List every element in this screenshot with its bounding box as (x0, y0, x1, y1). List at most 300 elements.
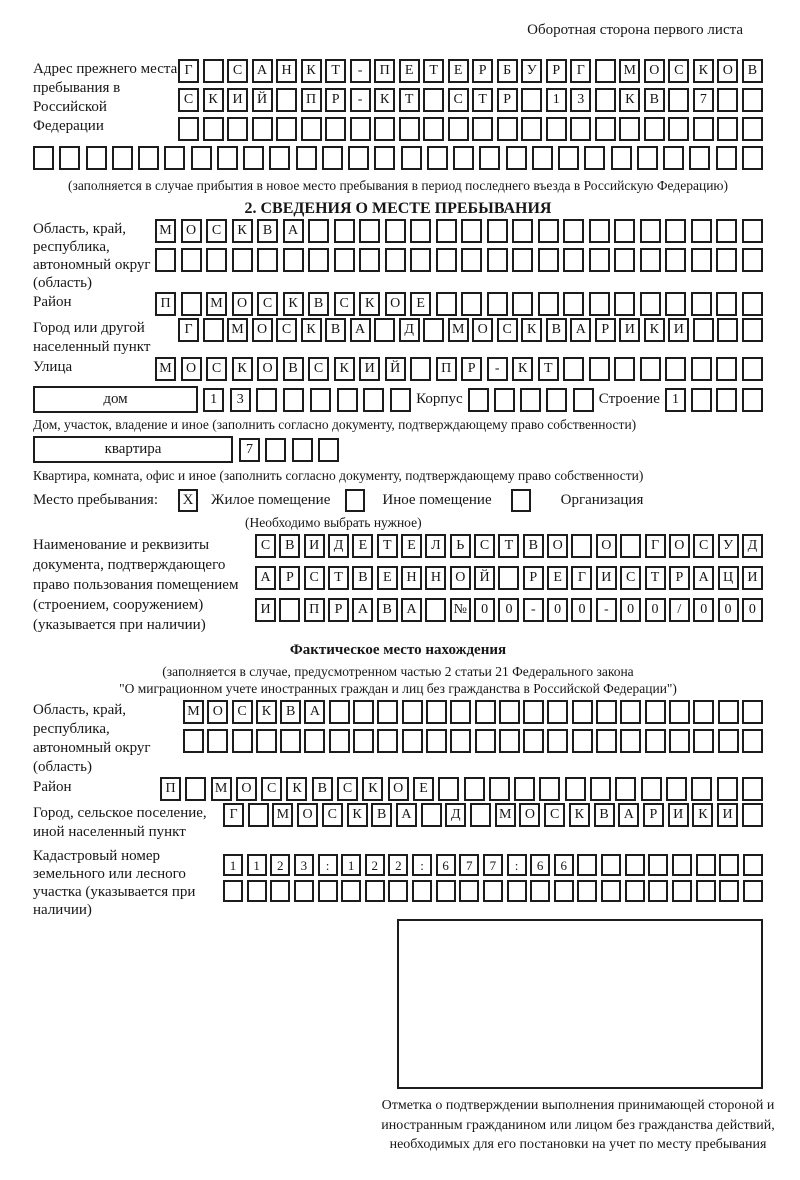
char-box (334, 248, 355, 272)
char-box: С (257, 292, 278, 316)
char-box (494, 388, 515, 412)
char-box (520, 388, 541, 412)
char-box (377, 729, 398, 753)
char-box (514, 777, 535, 801)
char-box: В (308, 292, 329, 316)
char-box (436, 292, 457, 316)
char-box: А (304, 700, 325, 724)
street-block (33, 357, 763, 381)
char-box (614, 219, 635, 243)
actual-region-block (33, 700, 763, 777)
char-box (499, 700, 520, 724)
char-box (742, 292, 763, 316)
char-box (620, 700, 641, 724)
char-box: Т (538, 357, 559, 381)
char-box (410, 219, 431, 243)
char-box: 7 (239, 438, 260, 462)
apartment-cells (239, 438, 339, 462)
region-row-1 (155, 219, 763, 243)
char-box (640, 292, 661, 316)
char-box: Р (328, 598, 349, 622)
actual-district-row (160, 777, 763, 801)
char-box (663, 146, 684, 170)
char-box (539, 777, 560, 801)
char-box: Б (497, 59, 518, 83)
char-box (589, 357, 610, 381)
document-row-2 (255, 566, 763, 590)
char-box (436, 880, 456, 902)
char-box (438, 777, 459, 801)
char-box: О (472, 318, 493, 342)
char-box (665, 292, 686, 316)
prev-address-row-2 (178, 88, 763, 112)
char-box (601, 854, 621, 876)
char-box (243, 146, 264, 170)
char-box (547, 700, 568, 724)
char-box (453, 146, 474, 170)
region-block (33, 219, 763, 292)
char-box: М (227, 318, 248, 342)
char-box (256, 388, 277, 412)
building-label: Корпус (416, 391, 463, 407)
char-box (521, 117, 542, 141)
char-box (665, 248, 686, 272)
char-box (530, 880, 550, 902)
char-box: С (304, 566, 325, 590)
char-box: Н (401, 566, 422, 590)
char-box (672, 880, 692, 902)
char-box: В (352, 566, 373, 590)
char-box: Й (252, 88, 273, 112)
char-box (563, 219, 584, 243)
char-box: В (742, 59, 763, 83)
char-box: В (283, 357, 304, 381)
char-box (717, 117, 738, 141)
char-box: № (450, 598, 471, 622)
char-box (334, 219, 355, 243)
char-box (512, 248, 533, 272)
char-box (691, 777, 712, 801)
char-box (589, 219, 610, 243)
char-box: 0 (498, 598, 519, 622)
char-box (301, 117, 322, 141)
char-box (507, 880, 527, 902)
char-box (538, 292, 559, 316)
char-box (742, 700, 763, 724)
char-box (596, 700, 617, 724)
char-box: О (232, 292, 253, 316)
char-box (577, 880, 597, 902)
char-box: С (620, 566, 641, 590)
char-box (595, 88, 616, 112)
place-type-note: (Необходимо выбрать нужное) (245, 515, 422, 530)
char-box: В (279, 534, 300, 558)
char-box: М (448, 318, 469, 342)
char-box: 6 (530, 854, 550, 876)
region-row-2 (155, 248, 763, 272)
char-box (450, 700, 471, 724)
char-box: 1 (546, 88, 567, 112)
char-box: П (304, 598, 325, 622)
char-box (595, 117, 616, 141)
char-box: Г (645, 534, 666, 558)
char-box (691, 219, 712, 243)
actual-city-row (223, 803, 763, 827)
char-box (426, 729, 447, 753)
char-box: П (374, 59, 395, 83)
char-box (207, 729, 228, 753)
char-box (280, 729, 301, 753)
char-box (742, 88, 763, 112)
structure-cells (665, 388, 763, 412)
char-box (665, 219, 686, 243)
char-box (742, 219, 763, 243)
char-box: : (412, 854, 432, 876)
char-box: О (450, 566, 471, 590)
char-box: П (160, 777, 181, 801)
char-box: Т (645, 566, 666, 590)
char-box (206, 248, 227, 272)
char-box (693, 729, 714, 753)
char-box: Р (643, 803, 664, 827)
char-box (402, 729, 423, 753)
char-box: В (325, 318, 346, 342)
char-box: Р (523, 566, 544, 590)
char-box (718, 700, 739, 724)
char-box (164, 146, 185, 170)
char-box: М (211, 777, 232, 801)
char-box: Н (276, 59, 297, 83)
char-box: М (495, 803, 516, 827)
apartment-note: Квартира, комната, офис и иное (заполнить согласно документу, подтверждающему право собственности) (33, 468, 644, 483)
char-box (644, 117, 665, 141)
char-box: / (669, 598, 690, 622)
char-box (523, 729, 544, 753)
char-box: И (596, 566, 617, 590)
char-box: У (521, 59, 542, 83)
char-box (252, 117, 273, 141)
char-box: 2 (270, 854, 290, 876)
char-box: А (693, 566, 714, 590)
char-box (668, 117, 689, 141)
char-box (565, 777, 586, 801)
char-box: Е (413, 777, 434, 801)
char-box: Е (352, 534, 373, 558)
char-box (669, 729, 690, 753)
char-box: М (183, 700, 204, 724)
char-box (645, 729, 666, 753)
char-box (426, 700, 447, 724)
cadastral-row-1 (223, 854, 763, 876)
char-box: М (155, 357, 176, 381)
char-box (374, 146, 395, 170)
char-box (464, 777, 485, 801)
char-box: К (232, 357, 253, 381)
char-box (304, 729, 325, 753)
char-box (138, 146, 159, 170)
char-box (227, 117, 248, 141)
char-box (423, 117, 444, 141)
char-box: У (718, 534, 739, 558)
char-box: С (337, 777, 358, 801)
char-box: С (334, 292, 355, 316)
char-box (570, 117, 591, 141)
char-box (294, 880, 314, 902)
char-box (487, 219, 508, 243)
char-box (112, 146, 133, 170)
char-box: М (272, 803, 293, 827)
char-box: А (350, 318, 371, 342)
char-box: С (322, 803, 343, 827)
char-box (256, 729, 277, 753)
char-box (461, 292, 482, 316)
char-box (296, 146, 317, 170)
char-box (337, 388, 358, 412)
char-box: И (668, 318, 689, 342)
char-box (279, 598, 300, 622)
char-box (614, 357, 635, 381)
char-box: 3 (570, 88, 591, 112)
char-box: Т (472, 88, 493, 112)
char-box (716, 357, 737, 381)
char-box (614, 248, 635, 272)
char-box: О (519, 803, 540, 827)
other-premises-checkbox (345, 489, 365, 512)
char-box: И (619, 318, 640, 342)
char-box: Й (385, 357, 406, 381)
char-box: А (252, 59, 273, 83)
char-box (359, 219, 380, 243)
char-box: К (569, 803, 590, 827)
region-label: Область, край, республика, автономный округ (область) (33, 221, 151, 291)
cadastral-block (33, 846, 763, 919)
char-box: С (276, 318, 297, 342)
char-box (563, 248, 584, 272)
char-box (691, 248, 712, 272)
apartment-row (33, 436, 763, 463)
char-box: И (668, 803, 689, 827)
char-box (693, 318, 714, 342)
char-box (59, 146, 80, 170)
other-premises-label: Иное помещение (382, 492, 492, 508)
char-box (538, 219, 559, 243)
char-box (719, 880, 739, 902)
cadastral-label: Кадастровый номер земельного или лесного участка (указывается при наличии) (33, 848, 196, 918)
char-box: С (232, 700, 253, 724)
char-box (388, 880, 408, 902)
char-box: 0 (718, 598, 739, 622)
actual-district-label: Район (33, 779, 72, 795)
char-box: А (396, 803, 417, 827)
char-box (308, 248, 329, 272)
char-box: Л (425, 534, 446, 558)
char-box: - (350, 88, 371, 112)
char-box: 3 (230, 388, 251, 412)
char-box: П (301, 88, 322, 112)
char-box: Е (399, 59, 420, 83)
char-box (696, 854, 716, 876)
char-box (563, 357, 584, 381)
char-box (584, 146, 605, 170)
char-box (538, 248, 559, 272)
char-box (155, 248, 176, 272)
city-block (33, 318, 763, 357)
char-box: А (618, 803, 639, 827)
char-box (717, 318, 738, 342)
char-box (232, 248, 253, 272)
char-box: - (350, 59, 371, 83)
char-box: В (371, 803, 392, 827)
stamp-caption: Отметка о подтверждении выполнения принимающей стороной и иностранным гражданином или лицом без гражданства действий, необходимых для его постановки на учет по месту пребывания (381, 1098, 775, 1152)
char-box: : (507, 854, 527, 876)
char-box: 2 (365, 854, 385, 876)
char-box (693, 700, 714, 724)
char-box: А (255, 566, 276, 590)
char-box: В (312, 777, 333, 801)
char-box: О (236, 777, 257, 801)
place-type-label: Место пребывания: (33, 492, 158, 508)
char-box (247, 880, 267, 902)
char-box (487, 248, 508, 272)
char-box: К (619, 88, 640, 112)
char-box (498, 566, 519, 590)
char-box: 0 (620, 598, 641, 622)
char-box (322, 146, 343, 170)
char-box (718, 729, 739, 753)
char-box: К (644, 318, 665, 342)
char-box: О (181, 357, 202, 381)
char-box (716, 248, 737, 272)
actual-region-row-1 (183, 700, 763, 724)
char-box (353, 700, 374, 724)
char-box: К (334, 357, 355, 381)
char-box: Г (178, 59, 199, 83)
char-box: Г (570, 59, 591, 83)
char-box: Н (425, 566, 446, 590)
char-box: О (207, 700, 228, 724)
char-box (232, 729, 253, 753)
char-box: К (256, 700, 277, 724)
char-box: - (487, 357, 508, 381)
char-box (640, 248, 661, 272)
char-box (743, 854, 763, 876)
char-box (546, 117, 567, 141)
char-box: 1 (223, 854, 243, 876)
char-box: Д (399, 318, 420, 342)
char-box (479, 146, 500, 170)
char-box (668, 88, 689, 112)
char-box: 6 (436, 854, 456, 876)
char-box (487, 292, 508, 316)
char-box (665, 357, 686, 381)
section-2-heading: 2. СВЕДЕНИЯ О МЕСТЕ ПРЕБЫВАНИЯ (244, 200, 552, 217)
document-row-1 (255, 534, 763, 558)
char-box (483, 880, 503, 902)
char-box (743, 880, 763, 902)
char-box (716, 388, 737, 412)
char-box (742, 357, 763, 381)
char-box (329, 700, 350, 724)
char-box (318, 880, 338, 902)
char-box: С (206, 357, 227, 381)
char-box (276, 117, 297, 141)
district-row (155, 292, 763, 316)
char-box (719, 854, 739, 876)
char-box (620, 729, 641, 753)
cadastral-row-2 (223, 880, 763, 902)
char-box (506, 146, 527, 170)
char-box (178, 117, 199, 141)
char-box (489, 777, 510, 801)
char-box: 0 (474, 598, 495, 622)
char-box (185, 777, 206, 801)
char-box (717, 777, 738, 801)
char-box (402, 700, 423, 724)
char-box (742, 318, 763, 342)
char-box (350, 117, 371, 141)
char-box: Т (325, 59, 346, 83)
char-box: А (283, 219, 304, 243)
char-box (283, 248, 304, 272)
char-box: О (644, 59, 665, 83)
actual-location-heading: Фактическое место нахождения (289, 642, 507, 658)
char-box: Й (474, 566, 495, 590)
residential-checkbox: X (178, 489, 198, 512)
char-box (399, 117, 420, 141)
char-box: К (203, 88, 224, 112)
house-field-box: дом (33, 386, 198, 413)
char-box: К (283, 292, 304, 316)
char-box: О (596, 534, 617, 558)
char-box (499, 729, 520, 753)
char-box: А (570, 318, 591, 342)
char-box (468, 388, 489, 412)
char-box (181, 292, 202, 316)
char-box (648, 880, 668, 902)
char-box (742, 248, 763, 272)
char-box (696, 880, 716, 902)
char-box (385, 219, 406, 243)
char-box: В (257, 219, 278, 243)
char-box (269, 146, 290, 170)
char-box (181, 248, 202, 272)
char-box (183, 729, 204, 753)
stamp-area (33, 919, 775, 1155)
page-side-note: Оборотная сторона первого листа (527, 22, 743, 38)
char-box (571, 534, 592, 558)
document-block (33, 534, 763, 635)
char-box (669, 700, 690, 724)
char-box (577, 854, 597, 876)
char-box: Д (742, 534, 763, 558)
char-box: О (257, 357, 278, 381)
char-box: 1 (665, 388, 686, 412)
char-box: Т (498, 534, 519, 558)
actual-city-label: Город, сельское поселение, иной населенный пункт (33, 805, 207, 840)
char-box (573, 388, 594, 412)
char-box: В (280, 700, 301, 724)
char-box (595, 59, 616, 83)
char-box (359, 248, 380, 272)
char-box: Р (497, 88, 518, 112)
char-box (310, 388, 331, 412)
char-box: Е (410, 292, 431, 316)
char-box: Е (547, 566, 568, 590)
char-box (742, 729, 763, 753)
char-box: С (308, 357, 329, 381)
char-box: Т (399, 88, 420, 112)
char-box: О (181, 219, 202, 243)
